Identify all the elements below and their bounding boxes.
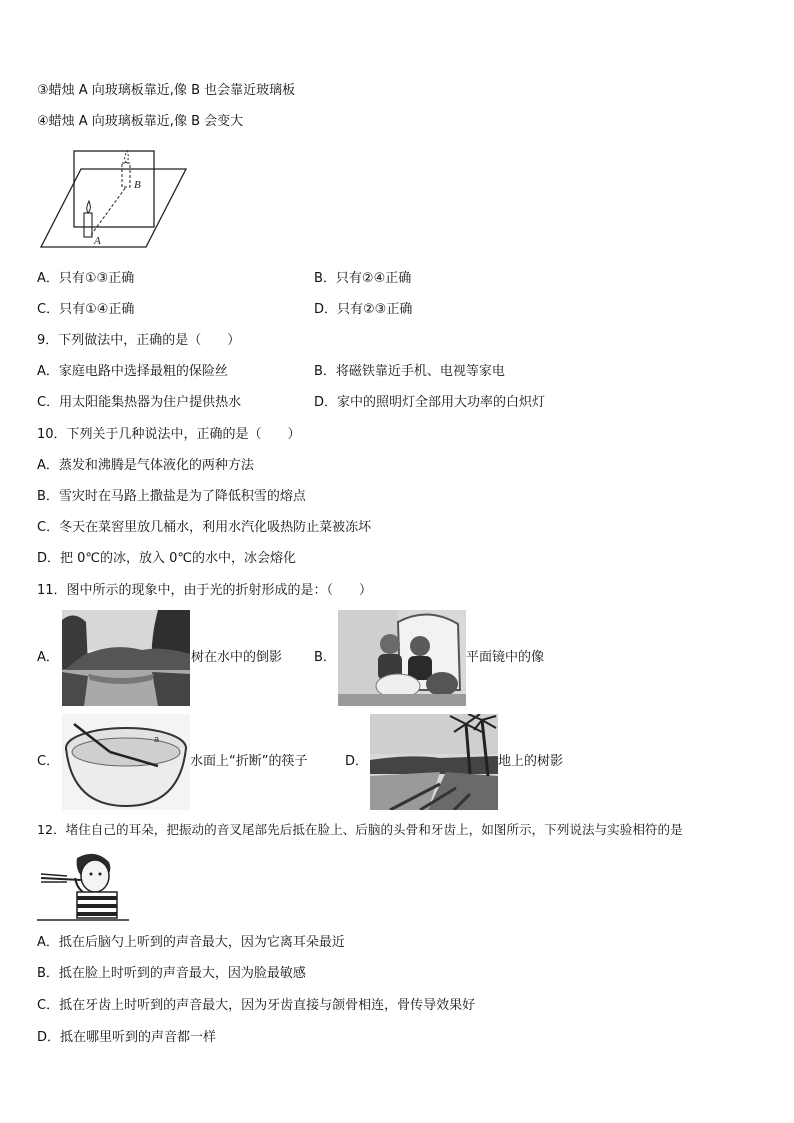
q12-option-a: A．抵在后脑勺上听到的声音最大，因为它离耳朵最近 xyxy=(37,935,345,950)
bowl-chopstick-photo xyxy=(62,714,190,810)
q8-option-a: A．只有①③正确 xyxy=(37,271,135,286)
q9-option-d: D．家中的照明灯全部用大功率的白炽灯 xyxy=(314,395,546,410)
q12-option-c: C．抵在牙齿上时听到的声音最大，因为牙齿直接与颌骨相连，骨传导效果好 xyxy=(37,998,476,1013)
q11-option-d-caption: 地上的树影 xyxy=(498,754,564,769)
q11-option-d-letter: D． xyxy=(345,754,369,769)
q11-option-c-caption: 水面上“折断”的筷子 xyxy=(190,754,308,769)
q8-option-d: D．只有②③正确 xyxy=(314,302,413,317)
lake-reflection-photo xyxy=(62,610,190,706)
q9-option-a: A．家庭电路中选择最粗的保险丝 xyxy=(37,364,228,379)
q12-stem: 12．堵住自己的耳朵，把振动的音叉尾部先后抵在脸上、后脑的头骨和牙齿上，如图所示，下列说法与实验相符的是 xyxy=(37,822,683,837)
q8-statement-3: ③蜡烛 A 向玻璃板靠近,像 B 也会靠近玻璃板 xyxy=(37,83,296,98)
candle-label: A xyxy=(94,235,101,247)
q9-option-b: B．将磁铁靠近手机、电视等家电 xyxy=(314,364,505,379)
q11-stem: 11．图中所示的现象中，由于光的折射形成的是：（ ） xyxy=(37,583,373,598)
svg-text:a: a xyxy=(154,734,160,744)
q11-option-c-letter: C． xyxy=(37,754,60,769)
q10-option-d: D．把 0℃的冰，放入 0℃的水中，冰会熔化 xyxy=(37,551,297,566)
q12-option-b: B．抵在脸上时听到的声音最大，因为脸最敏感 xyxy=(37,966,306,981)
mirror-candle-figure xyxy=(36,143,196,253)
q10-option-a: A．蒸发和沸腾是气体液化的两种方法 xyxy=(37,458,254,473)
mirror-children-photo xyxy=(338,610,466,706)
tree-shadow-photo xyxy=(370,714,498,810)
q10-stem: 10．下列关于几种说法中，正确的是（ ） xyxy=(37,427,301,442)
q10-option-b: B．雪灾时在马路上撒盐是为了降低积雪的熔点 xyxy=(37,489,306,504)
q8-option-c: C．只有①④正确 xyxy=(37,302,135,317)
q11-option-b-letter: B． xyxy=(314,650,336,665)
q8-statement-4: ④蜡烛 A 向玻璃板靠近,像 B 会变大 xyxy=(37,114,244,129)
q8-option-b: B．只有②④正确 xyxy=(314,271,412,286)
q9-stem: 9．下列做法中，正确的是（ ） xyxy=(37,333,241,348)
q12-option-d: D．抵在哪里听到的声音都一样 xyxy=(37,1030,217,1045)
q11-option-a-caption: 树在水中的倒影 xyxy=(191,650,283,665)
image-label: B xyxy=(134,179,141,191)
tuning-fork-boy-figure xyxy=(37,848,129,924)
q11-option-b-caption: 平面镜中的像 xyxy=(466,650,545,665)
q11-option-a-letter: A． xyxy=(37,650,59,665)
q10-option-c: C．冬天在菜窖里放几桶水，利用水汽化吸热防止菜被冻坏 xyxy=(37,520,372,535)
q9-option-c: C．用太阳能集热器为住户提供热水 xyxy=(37,395,242,410)
